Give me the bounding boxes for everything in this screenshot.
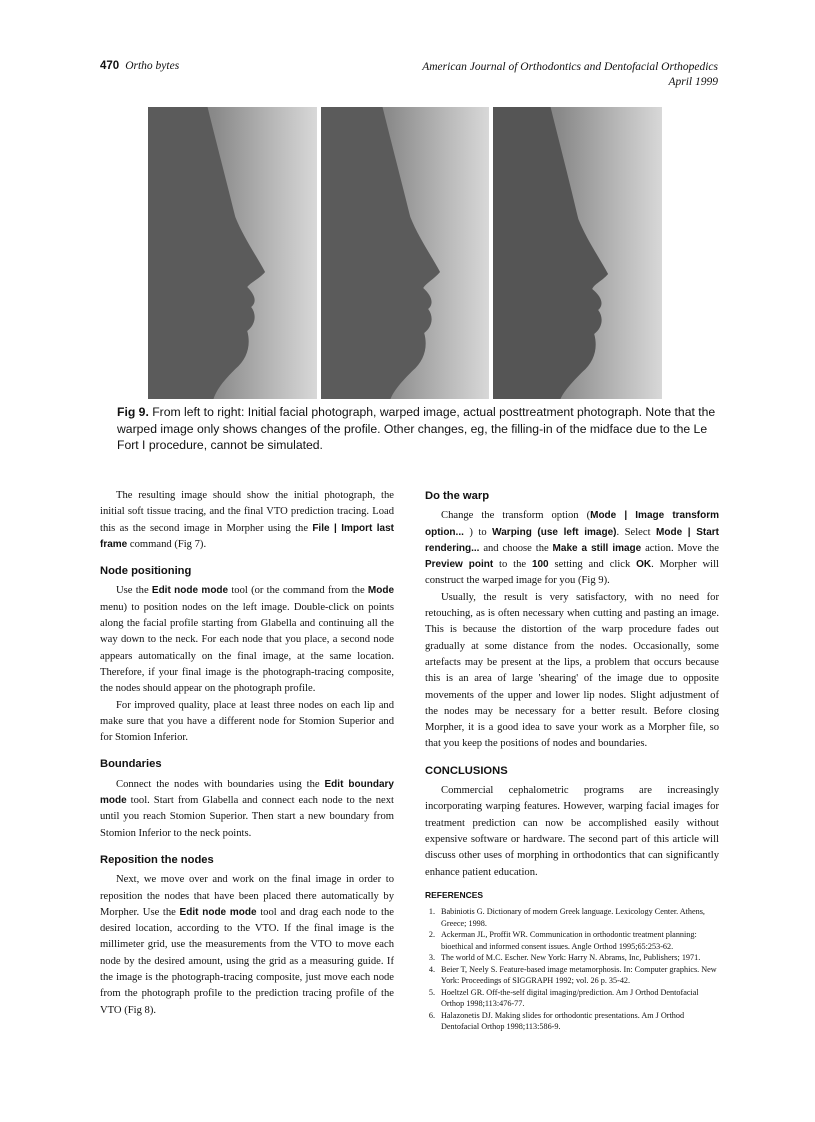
running-header-right	[422, 60, 718, 90]
heading-reposition-nodes: Reposition the nodes	[100, 853, 214, 866]
page-number: 470	[100, 60, 120, 72]
figure-label: Fig 9.	[117, 405, 149, 419]
reference-item: 5. Hoeltzel GR. Off-the-self digital imaging/prediction. Am J Orthod Dentofacial Orthop 1998;113:476-77.	[428, 987, 699, 1009]
paragraph: Change the transform option (Mode | Image transform option... ) to Warping (use left image). Select Mode | Start rendering... and choose the Make a still image action. Move the Preview point to the 100 setting and click OK. Morpher will construct the warped image for you (Fig 9).	[425, 510, 720, 587]
posttreatment-photograph	[493, 107, 662, 399]
heading-boundaries: Boundaries	[100, 758, 162, 771]
section-name: Ortho bytes	[125, 60, 180, 72]
references-list	[425, 906, 719, 1033]
paragraph: The resulting image should show the initial photograph, the initial soft tissue tracing, and the final VTO prediction tracing. Load this as the second image in Morpher using the File | Import last frame command (Fig 7).	[100, 490, 394, 550]
initial-photograph	[148, 107, 317, 399]
heading-node-positioning: Node positioning	[100, 565, 192, 578]
journal-name: American Journal of Orthodontics and Dentofacial Orthopedics	[422, 61, 718, 73]
reference-item: 1. Babiniotis G. Dictionary of modern Greek language. Lexicology Center. Athens, Greece; 1998.	[428, 907, 705, 928]
paragraph: Use the Edit node mode tool (or the command from the Mode menu) to position nodes on the left image. Double-click on points along the facial profile starting from Glabella and continuing all the way down to the neck. For each node that you place, a second node appears automatically on the final image, at the same location. Therefore, if your final image is the photograph-tracing composite, the nodes should appear on the photograph profile.	[100, 585, 395, 695]
references-heading: REFERENCES	[425, 889, 484, 900]
figure-9	[148, 107, 662, 399]
paragraph: Connect the nodes with boundaries using the Edit boundary mode tool. Start from Glabella and connect each node to the next until you reach Stomion Superior. Then start a new boundary from Stomion Inferior to the neck points.	[100, 778, 394, 839]
heading-conclusions: CONCLUSIONS	[425, 764, 508, 777]
heading-do-the-warp: Do the warp	[425, 490, 490, 502]
reference-item: 2. Ackerman JL, Proffit WR. Communication in orthodontic treatment planning: bioethical and informed consent issues. Angle Orthod 1995;65:253-62.	[428, 930, 697, 951]
running-header-left	[100, 60, 179, 72]
caption-text: From left to right: Initial facial photograph, warped image, actual posttreatment photograph. Note that the warped image only shows changes of the profile. Other changes, eg, the filling-in of the midface due to the Le Fort I procedure, cannot be simulated.	[117, 405, 716, 452]
paragraph: Usually, the result is very satisfactory, with no need for retouching, as is often necessary when cutting and pasting an image. This is because the distortion of the warp procedure fades out gradually at some distance from the nodes. Occasionally, some artefacts may be present at the lips, a problem that occurs because this is an area of large 'shearing' of the image due to opposite movements of the upper and lower lip nodes. Slight adjustment of the nodes may be necessary for a better result. Before closing Morpher, it is a good idea to save your work as a Morpher file, so that you keep the positions of nodes and boundaries.	[425, 591, 719, 750]
reference-item: 4. Beier T, Neely S. Feature-based image metamorphosis. In: Computer graphics. New York: Proceedings of SIGGRAPH 1992; vol. 26 p. 35-42.	[428, 964, 717, 986]
paragraph: Next, we move over and work on the final image in order to reposition the nodes that have been placed there automatically by Morpher. Use the Edit node mode tool and drag each node to the desired location, according to the VTO. If the final image is the millimeter grid, use the measurements from the VTO to move each node by the desired amount, using the grid as a measuring guide. If the image is the photograph-tracing composite, just move each node from the photograph profile to the prediction tracing profile of the VTO (Fig 8).	[100, 874, 394, 1016]
paragraph: For improved quality, place at least three nodes on each lip and make sure that you have a different node for Stomion Superior and for Stomion Inferior.	[100, 699, 394, 744]
right-column	[425, 488, 719, 1033]
left-column	[100, 488, 394, 1019]
figure-caption	[117, 404, 717, 454]
issue-date: April 1999	[668, 76, 718, 88]
warped-image	[321, 107, 490, 399]
paragraph: Commercial cephalometric programs are increasingly incorporating warping features. However, warping facial images for treatment prediction can now be accomplished easily without expensive software or hardware. The second part of this article will discuss other uses of morphing in orthodontics that can significantly enhance patient education.	[425, 785, 719, 878]
reference-item: 6. Halazonetis DJ. Making slides for orthodontic presentations. Am J Orthod Dentofacial Orthop 1998;113:586-9.	[428, 1010, 685, 1032]
reference-item: 3. The world of M.C. Escher. New York: Harry N. Abrams, Inc, Publishers; 1971.	[428, 953, 701, 963]
